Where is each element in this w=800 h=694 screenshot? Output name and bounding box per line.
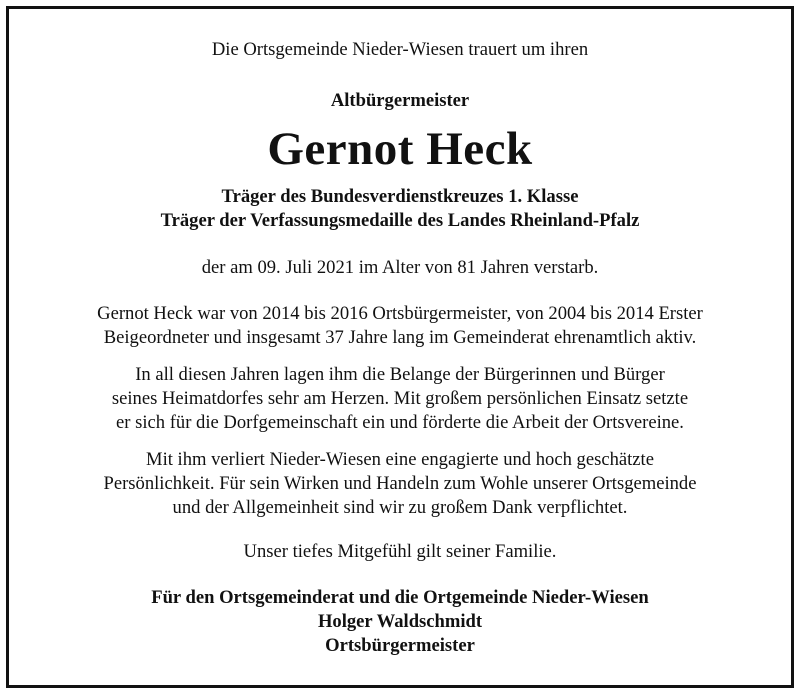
paragraph2-line-1: In all diesen Jahren lagen ihm die Belange der Bürgerinnen und Bürger	[135, 364, 665, 385]
honor-line-1: Träger des Bundesverdienstkreuzes 1. Klasse	[221, 186, 579, 207]
intro-text: Die Ortsgemeinde Nieder-Wiesen trauert um ihren	[211, 39, 589, 60]
paragraph3-line-1: Mit ihm verliert Nieder-Wiesen eine engagierte und hoch geschätzte	[146, 449, 654, 470]
signature-name: Holger Waldschmidt	[317, 611, 483, 632]
death-date-line: der am 09. Juli 2021 im Alter von 81 Jahren verstarb.	[201, 257, 599, 278]
paragraph1-line-2: Beigeordneter und insgesamt 37 Jahre lang im Gemeinderat ehrenamtlich aktiv.	[103, 327, 697, 348]
paragraph3-line-3: und der Allgemeinheit sind wir zu großem Dank verpflichtet.	[172, 497, 628, 518]
obituary-notice	[6, 6, 794, 688]
paragraph2-line-2: seines Heimatdorfes sehr am Herzen. Mit großem persönlichen Einsatz setzte	[111, 388, 689, 409]
sympathy-line: Unser tiefes Mitgefühl gilt seiner Familie.	[243, 541, 557, 562]
deceased-name: Gernot Heck	[267, 123, 533, 175]
signature-org: Für den Ortsgemeinderat und die Ortgemeinde Nieder-Wiesen	[151, 587, 649, 608]
honor-line-2: Träger der Verfassungsmedaille des Landes Rheinland-Pfalz	[160, 210, 640, 231]
signature-title: Ortsbürgermeister	[325, 635, 475, 656]
paragraph2-line-3: er sich für die Dorfgemeinschaft ein und förderte die Arbeit der Ortsvereine.	[116, 412, 684, 433]
paragraph3-line-2: Persönlichkeit. Für sein Wirken und Handeln zum Wohle unserer Ortsgemeinde	[103, 473, 697, 494]
role-title: Altbürgermeister	[330, 90, 470, 111]
paragraph1-line-1: Gernot Heck war von 2014 bis 2016 Ortsbürgermeister, von 2004 bis 2014 Erster	[97, 303, 703, 324]
